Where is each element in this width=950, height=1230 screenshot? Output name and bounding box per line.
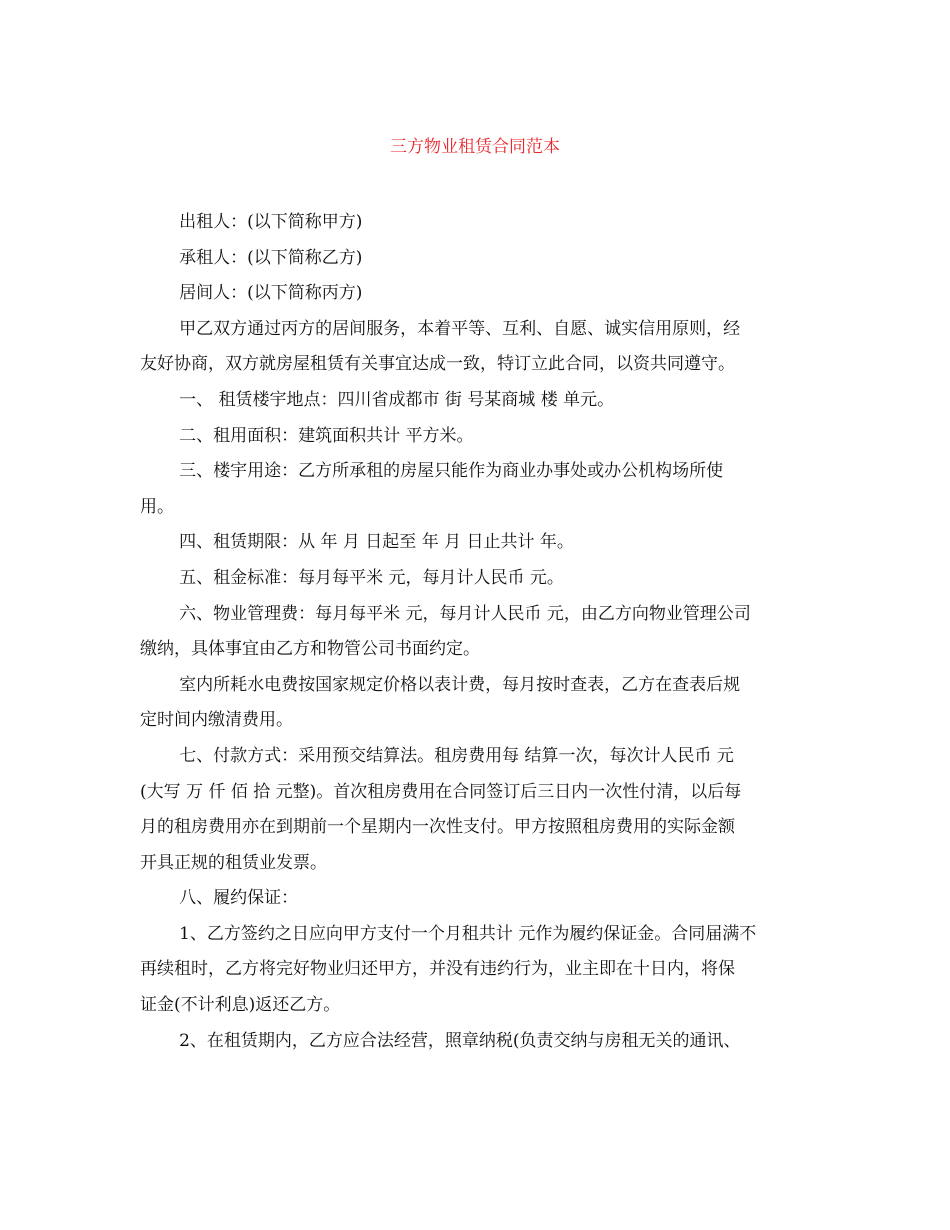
document-title: 三方物业租赁合同范本 <box>390 137 560 157</box>
text-line: 缴纳，具体事宜由乙方和物管公司书面约定。 <box>140 639 480 660</box>
clause-1-location <box>140 383 810 419</box>
text-line: (大写 万 仟 佰 拾 元整)。首次租房费用在合同签订后三日内一次性付清，以后每 <box>140 781 742 802</box>
document-body <box>140 205 810 1059</box>
text-line: 承租人：(以下简称乙方) <box>179 247 363 268</box>
clause-3-usage <box>140 454 810 525</box>
paragraph-preamble <box>140 312 810 383</box>
paragraph-lessee <box>140 241 810 277</box>
clause-4-term <box>140 525 810 561</box>
text-line: 居间人：(以下简称丙方) <box>179 283 363 304</box>
text-line: 八、履约保证： <box>179 888 299 909</box>
text-line: 五、租金标准：每月每平米 元，每月计人民币 元。 <box>179 567 564 588</box>
paragraph-utilities <box>140 668 810 739</box>
clause-8-item-2 <box>140 1024 810 1060</box>
clause-5-rent <box>140 561 810 597</box>
text-line: 开具正规的租赁业发票。 <box>140 852 327 873</box>
clause-8-guarantee <box>140 881 810 917</box>
paragraph-lessor <box>140 205 810 241</box>
text-line: 三、楼宇用途：乙方所承租的房屋只能作为商业办事处或办公机构场所使 <box>179 461 724 482</box>
clause-7-payment <box>140 739 810 881</box>
text-line: 2、在租赁期内，乙方应合法经营，照章纳税(负责交纳与房租无关的通讯、 <box>179 1030 741 1051</box>
text-line: 甲乙双方通过丙方的居间服务，本着平等、互利、自愿、诚实信用原则，经 <box>179 318 741 339</box>
text-line: 用。 <box>140 496 174 517</box>
clause-6-management-fee <box>140 597 810 668</box>
text-line: 四、租赁期限：从 年 月 日起至 年 月 日止共计 年。 <box>179 532 574 553</box>
text-line: 七、付款方式：采用预交结算法。租房费用每 结算一次，每次计人民币 元 <box>179 745 734 766</box>
text-line: 定时间内缴清费用。 <box>140 710 293 731</box>
paragraph-intermediary <box>140 276 810 312</box>
text-line: 证金(不计利息)返还乙方。 <box>140 995 341 1016</box>
clause-2-area <box>140 419 810 455</box>
text-line: 二、租用面积：建筑面积共计 平方米。 <box>179 425 474 446</box>
text-line: 再续租时，乙方将完好物业归还甲方，并没有违约行为，业主即在十日内，将保 <box>140 959 735 980</box>
text-line: 1、乙方签约之日应向甲方支付一个月租共计 元作为履约保证金。合同届满不 <box>179 923 757 944</box>
text-line: 一、 租赁楼宇地点：四川省成都市 街 号某商城 楼 单元。 <box>179 389 615 410</box>
text-line: 室内所耗水电费按国家规定价格以表计费，每月按时查表，乙方在查表后规 <box>179 674 741 695</box>
text-line: 出租人：(以下简称甲方) <box>179 212 363 232</box>
text-line: 月的租房费用亦在到期前一个星期内一次性支付。甲方按照租房费用的实际金额 <box>140 817 735 838</box>
clause-8-item-1 <box>140 917 810 1024</box>
text-line: 六、物业管理费：每月每平米 元，每月计人民币 元，由乙方向物业管理公司 <box>179 603 751 624</box>
text-line: 友好协商，双方就房屋租赁有关事宜达成一致，特订立此合同，以资共同遵守。 <box>140 354 735 375</box>
